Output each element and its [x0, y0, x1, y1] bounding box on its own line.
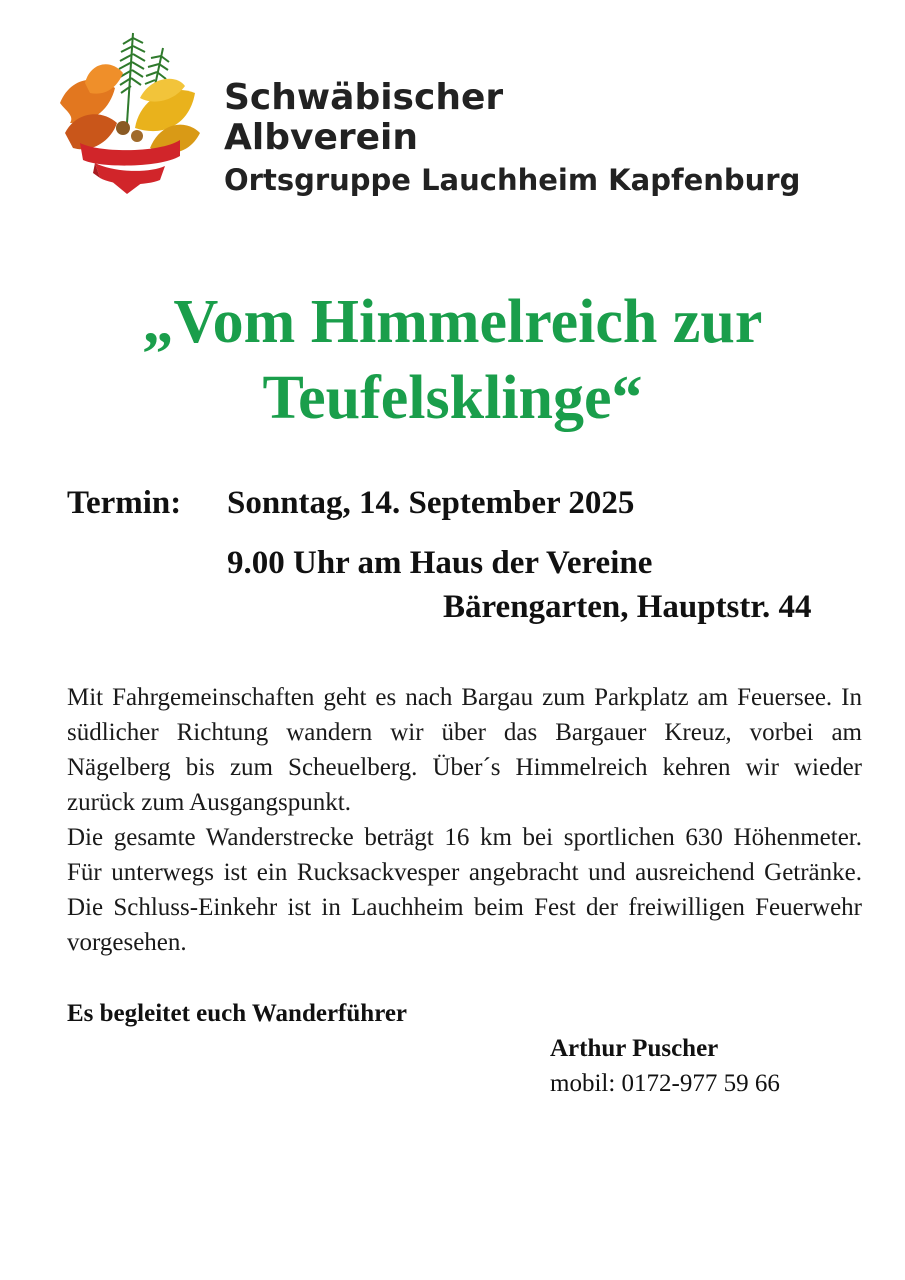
event-title-line2: Teufelsklinge“	[262, 364, 643, 432]
event-title-line1: „Vom Himmelreich zur	[142, 288, 763, 356]
guide-phone: mobil: 0172-977 59 66	[550, 1070, 780, 1097]
org-name-line2: Albverein	[224, 117, 418, 158]
club-logo	[55, 28, 205, 198]
event-description	[67, 680, 862, 960]
termin-place: Bärengarten, Hauptstr. 44	[443, 589, 812, 625]
termin-time: 9.00 Uhr am Haus der Vereine	[227, 545, 653, 581]
termin-date: Sonntag, 14. September 2025	[227, 485, 635, 521]
org-name-line1: Schwäbischer	[224, 77, 504, 118]
org-group-name: Ortsgruppe Lauchheim Kapfenburg	[224, 163, 801, 197]
guide-intro: Es begleitet euch Wanderführer	[67, 1000, 408, 1027]
guide-name: Arthur Puscher	[550, 1035, 719, 1062]
termin-label: Termin:	[67, 485, 182, 521]
leaf-bouquet-icon	[55, 28, 205, 198]
description-paragraph-1: Mit Fahrgemeinschaften geht es nach Bargau zum Parkplatz am Feuersee. In südlicher Richtung wandern wir über das Bargauer Kreuz, vorbei am Nägelberg bis zum Scheuelberg. Über´s Himmelreich kehren wir wieder zurück zum Ausgangspunkt.	[67, 684, 862, 816]
description-paragraph-2: Die gesamte Wanderstrecke beträgt 16 km bei sportlichen 630 Höhenmeter. Für unterwegs ist ein Rucksackvesper angebracht und ausreichend Getränke. Die Schluss-Einkehr ist in Lauchheim beim Fest der freiwilligen Feuerwehr vorgesehen.	[67, 824, 862, 956]
